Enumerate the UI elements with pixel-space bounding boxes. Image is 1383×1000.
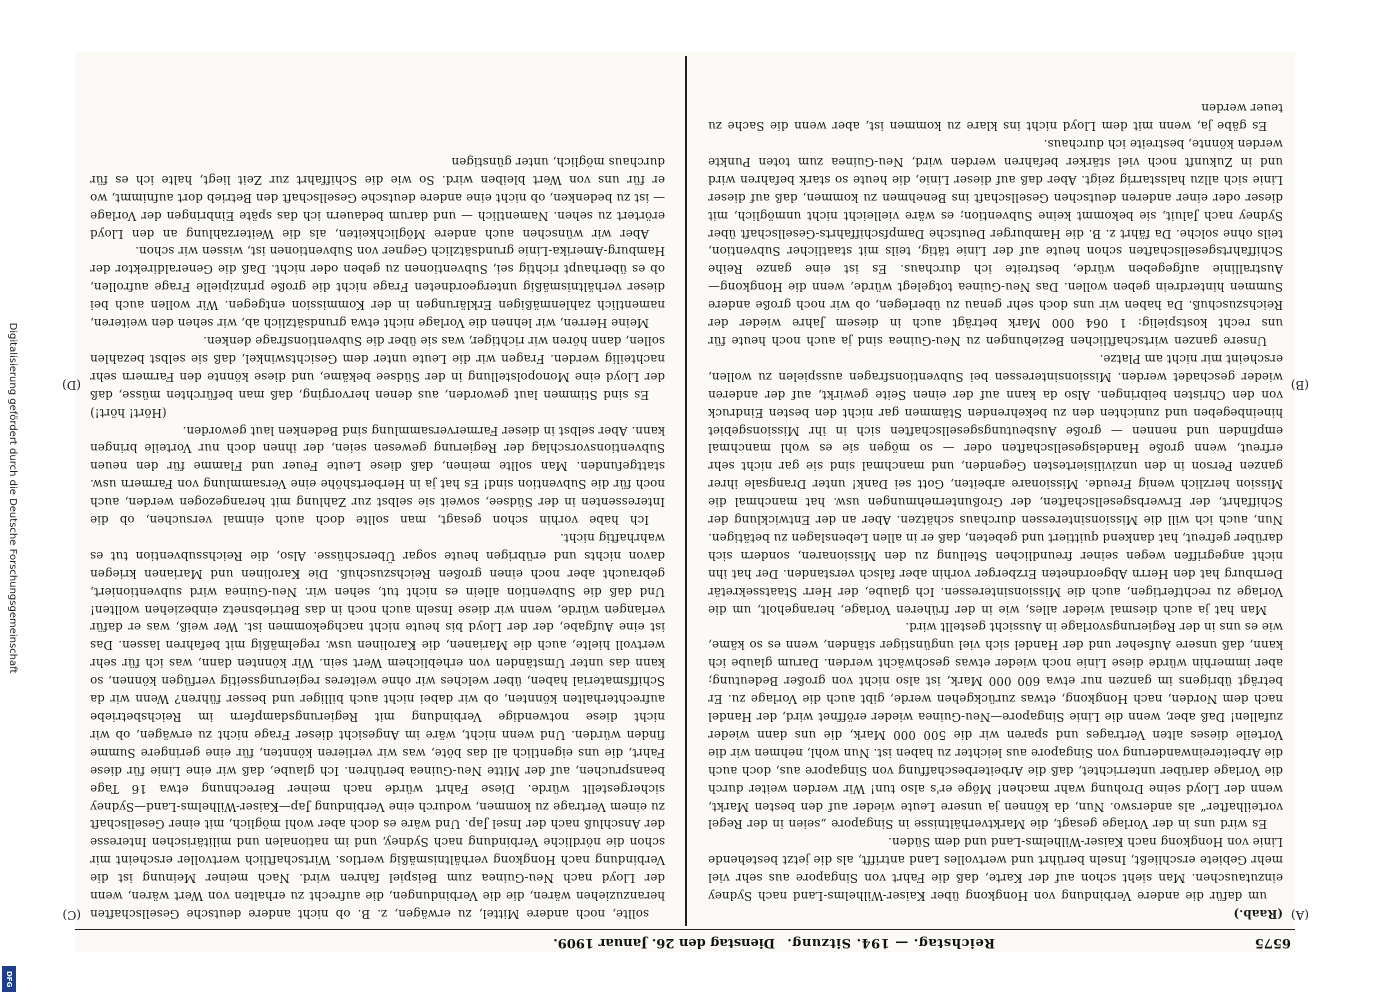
paragraph: Ich habe vorhin schon gesagt, man sollte doch auch einmal versuchen, ob die Interessenten in der Südsee, soweit sie selbst zur Zahlung mit herangezogen werden, auch noch für die Subvention sind! Es hat ja in Herbertshöhe eine Versammlung von Farmern usw. stattgefunden. Man sollte meinen, daß diese Leute Feuer und Flamme für den neuen Subventionsvorschlag der Regierung gewesen seien, der ihnen doch nur Vorteile bringen kann. Aber selbst in dieser Farmerversammlung sind Bedenken laut geworden. bbox=[90, 423, 665, 528]
left-column bbox=[708, 62, 1283, 922]
column-divider bbox=[686, 56, 688, 926]
header-rule bbox=[75, 929, 1295, 930]
interjection: (Hört! hört!) bbox=[90, 405, 167, 420]
page-number: 6575 bbox=[1254, 935, 1291, 950]
right-column bbox=[90, 62, 665, 922]
paragraph: Es gäbe ja, wenn mit dem Lloyd nicht ins klare zu kommen ist, aber wenn die Sache zu teuer werden bbox=[708, 101, 1283, 134]
paragraph: Aber wir wünschen auch andere Möglichkeiten, als die Weiterzahlung an den Lloyd erörtert zu sehen. Namentlich — und darum bedauern ich das späte Einbringen der Vorlage — ist zu bedenken, ob nicht eine andere deutsche Gesellschaft den Betrieb dort aufnimmt, wo er für uns von Wert bleiben wird. So wie die Schiffahrt zur Zeit liegt, halte ich es für durchaus möglich, unter günstigen bbox=[90, 154, 665, 241]
running-title: Reichstag. — 194. Sitzung. bbox=[786, 935, 995, 950]
margin-marker-d: (D) bbox=[62, 378, 81, 392]
paragraph: Man hat ja auch diesmal wieder alles, wie in der früheren Vorlage, herangeholt, um die Vorlage zu rechtfertigen, auch die Missionsinteressen. Ich glaube, der Herr Staatssekretär Dernburg hat den Herrn Abgeordneten Erzberger vorhin aber falsch verstanden. Der hat ihn nicht angegriffen wegen seiner freundlichen Stellung zu den Missionaren, sondern sich darüber gefreut, hat dankend quittiert und gebeten, daß er in allen Lebenslagen zu betätigen. Nun, auch ich will die Missionsinteressen durchaus schätzen. Aber an der Entwicklung der Schiffahrt, der Erwerbsgesellschaften, der Großunternehmungen usw. hat manchmal die Mission herzlich wenig Freude. Missionare arbeiten, Gott sei Dank! unter Drangsale ihrer ganzen Person in den unzivilisiertesten Gegenden, und manchmal sind sie gar nicht sehr erfreut, wenn große Handelsgesellschaften oder — so mögen sie es wohl manchmal empfinden und nennen — große Ausbeutungsgesellschaften sich in ihr Missionsgebiet hineinbegeben und zunichten den zu bekehrenden Stämmen gar nicht den besten Eindruck von den Christen beibringen. Also da kann auf der einen Seite gewirkt, auf der anderen wieder geschadet werden. Missionsinteressen bei Subventionsfragen ausspielen zu wollen, erscheint mir nicht am Platze. bbox=[708, 351, 1283, 617]
paragraph: Unsere ganzen wirtschaftlichen Beziehungen zu Neu-Guinea sind ja auch noch heute für uns recht kostspielig: 1 064 000 Mark beträgt auch in diesem Jahre wieder der Reichszuschuß. Da haben wir uns doch sehr genau zu überlegen, ob wir noch große andere Summen hinterdrein geben wollen. Das Neu-Guinea totgelegt würde, wenn die Hongkong—Australlinie aufgegeben würde, bestreite ich durchaus. Es ist eine ganze Reihe Schiffahrtsgesellschaften schon heute auf der Linie tätig, teils mit staatlicher Subvention, teils ohne solche. Da fährt z. B. die Hamburger Deutsche Dampfschiffahrts-Gesellschaft über Sydney nach Jaluit, sie bekommt keine Subvention; es wäre vielleicht nicht unmöglich, mit dieser oder einer anderen deutschen Gesellschaft ins Benehmen zu kommen, daß auf dieser Linie sich allzu halsstarrig zeigt. Aber daß auf dieser Linie, die heute so stark befahren wird und in Zukunft noch viel stärker befahren werden wird, Neu-Guinea zum toten Punkte werden könnte, bestreite ich durchaus. bbox=[708, 137, 1283, 348]
paragraph: Meine Herren, wir lehnen die Vorlage nicht etwa grundsätzlich ab, wir sehen den weiteren, namentlich zahlenmäßigen Erklärungen in der Kommission entgegen. Wir wollen auch bei dieser verhältnismäßig untergeordneten Frage nicht die große prinzipielle Frage aufrollen, ob es überhaupt richtig sei, Subventionen zu geben oder nicht. Daß die Generaldirektor der Hamburg-Amerika-Linie grundsätzlich Gegner von Subventionen ist, wissen wir schon. bbox=[90, 244, 665, 331]
page-header bbox=[75, 930, 1295, 952]
paragraph: sollte, noch andere Mittel, zu erwägen, z. B. ob nicht andere deutsche Gesellschaften heranzuziehen wären, die die Verbindungen, die aufrecht zu erhalten von Wert wären, wenn der Lloyd nach Neu-Guinea zum Beispiel fahren wird. Nach meiner Meinung ist die Verbindung nach Hongkong verhältnismäßig wertlos. Wirtschaftlich wertvoller erscheint mir schon die nördliche Verbindung nach Sydney, und im nationalen und militärischen Interesse der Anschluß nach der Insel Jap. Und wäre es doch aber wohl möglich, mit einer Gesellschaft zu einem Vertrage zu kommen, wodurch eine Verbindung Jap—Kaiser-Wilhelms-Land—Sydney sichergestellt würde. Diese Fahrt würde nach meiner Berechnung etwa 16 Tage beanspruchen, auf der Mitte Neu-Guinea berühren. Ich glaube, daß wir eine Linie für diese Fahrt, die uns eigentlich all das böte, was wir verlieren könnten, für eine geringere Summe finden würden. Und wenn nicht, wäre im Angesicht dieser Frage nicht zu erwägen, ob wir nicht diese notwendige Verbindung mit Regierungsdampfern im Reichsbetriebe aufrechterhalten könnten, ob wir dabei nicht auch billiger und besser führen? Wenn wir da Schiffsmaterial haben, über welches wir ohne weiteres regierungsseitig verfügen können, so kann das unter Umständen von erheblichem Wert sein. Wir könnten dann, was ich für sehr wertvoll hielte, auch die Marianen, die Karolinen usw. regelmäßig mit befahren lassen. Das ist eine Aufgabe, der der Lloyd bis heute nicht nachgekommen ist. Wer weiß, was er dafür verlangen würde, wenn wir diese Inseln auch noch in das Betriebsnetz einbeziehen wollten! Und daß die Subvention allein es nicht tut, sehen wir. Neu-Guinea wird subventioniert, gebraucht aber noch einen großen Reichszuschuß. Die Karolinen und Marianen kriegen davon nichts und erübrigen heute sogar Überschüsse. Also, die Reichssubvention tut es wahrhaftig nicht. bbox=[90, 530, 665, 921]
session-date: Dienstag den 26. Januar 1909. bbox=[553, 935, 775, 950]
digitization-credit: Digitalisierung gefördert durch die Deutsche Forschungsgemeinschaft bbox=[7, 322, 18, 674]
paragraph: um dafür die andere Verbindung von Hongkong über Kaiser-Wilhelms-Land nach Sydney einzutauschen. Man sieht schon auf der Karte, daß die Fahrt von Singapore aus sehr viel mehr Gebiete erschließt, Inseln berührt und wertvolles Land antrifft, als die jetzt bestehende Linie von Hongkong nach Kaiser-Wilhelms-Land und dem Süden. bbox=[708, 835, 1283, 904]
digitization-credit-strip bbox=[0, 0, 18, 1000]
paragraph: Es sind Stimmen laut geworden, aus denen hervorging, daß man befürchten müsse, daß der Lloyd eine Monopolstellung in der Südsee bekäme, und diese könnte den Farmern sehr nachteilig werden. Fragen wir die Leute unter dem Gesichtswinkel, daß sie selbst bezahlen sollen, dann hören wir richtiger, was sie über die Subventionsfrage denken. bbox=[90, 334, 665, 402]
margin-marker-c: (C) bbox=[62, 908, 81, 922]
paragraph: Es wird uns in der Vorlage gesagt, die Marktverhältnisse in Singapore „seien in der Regel vorteilhafter“ als anderswo. Nun, da können ja unsere Leute wieder auf den besten Markt, wenn der Lloyd seine Drohung wahr machen! Möge er's also tun! Wir werden weiter durch die Vorlage darüber unterrichtet, daß die Arbeiterbeschaffung von Singapore aus, doch auch die Arbeitereinwanderung von Singapore aus leichter zu haben ist. Nun wohl, nehmen wir die Vorteile dieses alten Vertrages und sparen wir die 500 000 Mark, die uns dann wieder zufallen! Daß aber, wenn die Linie Singapore—Neu-Guinea wieder eröffnet wird, der Handel nach dem Norden, nach Hongkong, etwas zurückgehen werde, gibt auch die Vorlage zu. Er beträgt übrigens im ganzen nur etwa 600 000 Mark, ist also nicht von großer Bedeutung; aber immerhin würde diese Linie noch wieder etwas geschwächt werden. Darum glaube ich kann, daß unsere Aufseher und der Handel sich viel ungünstiger ständen, wenn es so käme, wie es uns in der Regierungsvorlage in Aussicht gestellt wird. bbox=[708, 620, 1283, 832]
dfg-logo: DFG bbox=[2, 966, 16, 992]
speaker-name: (Raab.) bbox=[1233, 907, 1283, 921]
document-page bbox=[62, 52, 1309, 952]
margin-marker-b: (B) bbox=[1290, 378, 1309, 392]
margin-marker-a: (A) bbox=[1290, 908, 1309, 922]
